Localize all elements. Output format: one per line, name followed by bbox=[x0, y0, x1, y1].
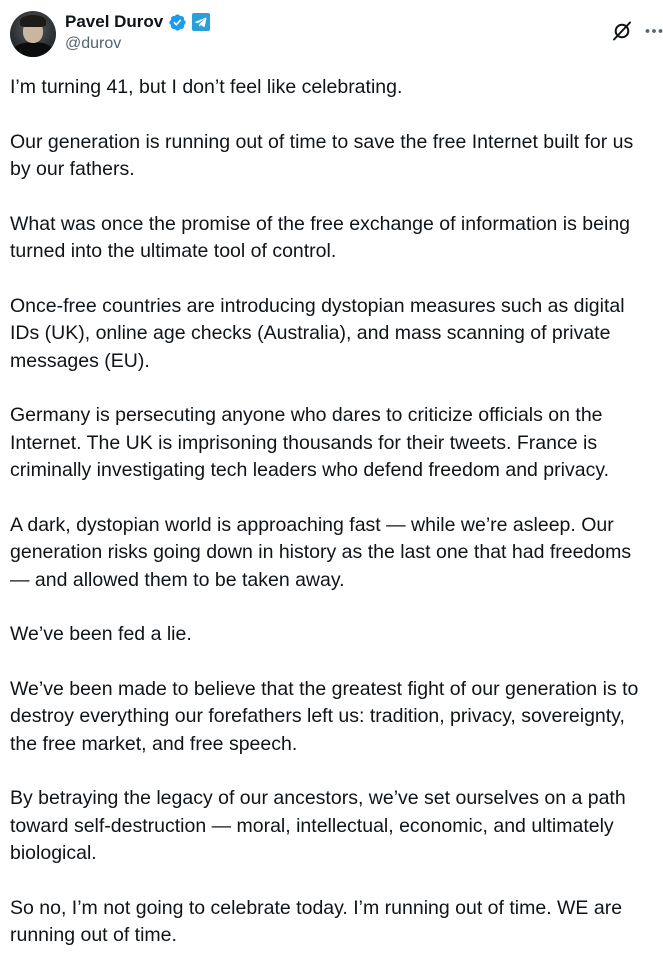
tweet-header bbox=[8, 8, 655, 60]
tweet-paragraph: We’ve been fed a lie. bbox=[10, 623, 192, 645]
tweet-text bbox=[10, 74, 655, 977]
tweet-paragraph: By betraying the legacy of our ancestors, we’ve set ourselves on a path toward self-destruction — moral, intellectual, economic, and ultimately biological. bbox=[10, 787, 626, 864]
tweet-paragraph: So no, I’m not going to celebrate today. I’m running out of time. WE are running out of time. bbox=[10, 896, 623, 946]
tweet-paragraph: We’ve been made to believe that the greatest fight of our generation is to destroy everything our forefathers left us: tradition, privacy, sovereignty, the free market, and free speech. bbox=[10, 677, 639, 755]
avatar[interactable] bbox=[10, 11, 56, 57]
tweet-paragraph: Germany is persecuting anyone who dares to criticize officials on the Internet. The UK is imprisoning thousands for their tweets. France is criminally investigating tech leaders who defend freedom and privacy. bbox=[10, 404, 610, 481]
author-display-name[interactable]: Pavel Durov bbox=[65, 12, 164, 31]
avatar-hair-shape bbox=[20, 15, 46, 27]
tweet-paragraph: What was once the promise of the free exchange of information is being turned into the ultimate tool of control. bbox=[10, 212, 631, 262]
author-handle[interactable]: @durov bbox=[65, 35, 122, 52]
author-name-row bbox=[65, 11, 210, 33]
verified-badge-icon[interactable] bbox=[168, 13, 187, 32]
grok-icon[interactable] bbox=[611, 20, 633, 42]
avatar-body-shape bbox=[12, 42, 54, 57]
tweet-paragraph: Once-free countries are introducing dystopian measures such as digital IDs (UK), online age checks (Australia), and mass scanning of private messages (EU). bbox=[10, 294, 625, 372]
telegram-icon[interactable] bbox=[192, 13, 210, 31]
more-options-icon[interactable] bbox=[643, 20, 663, 42]
tweet-paragraph: I’m turning 41, but I don’t feel like celebrating. bbox=[10, 76, 403, 98]
tweet-paragraph: Our generation is running out of time to save the free Internet built for us by our fathers. bbox=[10, 130, 634, 180]
tweet-paragraph: A dark, dystopian world is approaching fast — while we’re asleep. Our generation risks going down in history as the last one that had freedoms — and allowed them to be taken away. bbox=[10, 513, 632, 591]
